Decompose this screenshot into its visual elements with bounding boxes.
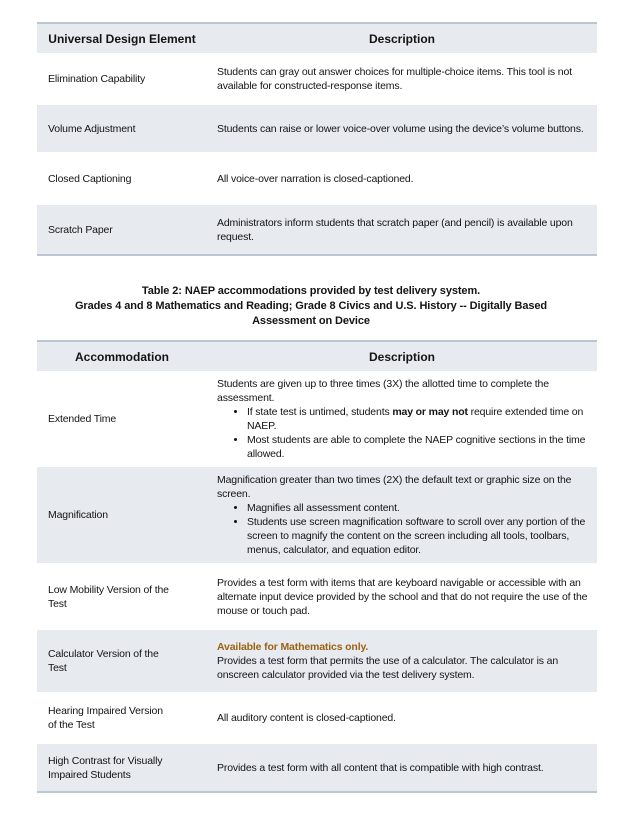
text-run: Magnification greater than two times (2X) the default text or graphic size on the screen. [217,474,572,500]
text-run: Students are given up to three times (3X) the allotted time to complete the assessment. [217,378,549,404]
table-row [37,630,597,692]
description-paragraph [217,576,591,618]
bullet-item [247,501,591,515]
bullet-item [247,433,591,461]
row-label-cell: Extended Time [48,413,117,425]
column-header-description: Description [368,349,435,364]
table-row [37,563,597,630]
table-header-row [37,341,597,371]
text-run: All auditory content is closed-captioned. [217,712,396,724]
text-run: Students can raise or lower voice-over volume using the device’s volume buttons. [217,122,584,135]
table-row [37,744,597,792]
row-description-cell [207,205,597,255]
description-bullet-list [217,405,591,461]
universal-design-table [37,22,597,256]
column-header-description: Description [368,31,435,46]
text-run: Provides a test form with items that are keyboard navigable or accessible with an alternate input device provided by the school and that do not require the use of the mouse or touch pad. [217,576,588,617]
bold-text-run: may or may not [392,406,468,418]
description-paragraph [217,761,591,775]
table-row [37,371,597,467]
row-description-cell [207,53,597,105]
row-description-cell [207,105,597,152]
text-run: Provides a test form with all content that is compatible with high contrast. [217,761,544,774]
description-paragraph [217,640,591,654]
text-run: If state test is untimed, students [247,406,393,418]
row-label-cell: Closed Captioning [48,172,132,185]
table-row [37,53,597,105]
bold-text-run: Available for Mathematics only. [217,641,369,653]
description-paragraph [217,122,591,136]
text-run: require extended time on NAEP. [247,406,584,432]
column-header-universal-design-element: Universal Design Element [48,31,196,46]
document-page [0,22,622,793]
row-label-cell: Volume Adjustment [48,122,136,135]
row-label-cell: Elimination Capability [48,73,146,85]
description-paragraph [217,711,591,725]
row-label-cell: Hearing Impaired Version of the Test [48,705,163,731]
text-run: Students use screen magnification software to scroll over any portion of the screen to magnify the content on the screen including all tools, toolbars, menus, calculator, and equation editor. [247,516,586,556]
row-label-cell: Low Mobility Version of the Test [48,583,169,610]
row-description-cell [207,563,597,630]
column-header-accommodation: Accommodation [74,349,169,364]
table2-caption [0,284,622,329]
row-description-cell [207,744,597,792]
text-run: Most students are able to complete the NAEP cognitive sections in the time allowed. [247,434,586,460]
row-description-cell [207,371,597,467]
table-row [37,692,597,744]
bullet-item [247,515,591,557]
bullet-item [247,405,591,433]
table-row [37,105,597,152]
row-label-cell: Scratch Paper [48,223,113,236]
table-row [37,152,597,205]
description-paragraph [217,654,591,682]
row-description-cell [207,692,597,744]
description-paragraph [217,65,591,93]
description-bullet-list [217,501,591,557]
row-label-cell: Calculator Version of the Test [48,648,159,674]
accommodations-table [37,340,597,793]
description-paragraph [217,377,591,405]
caption-line-3: Assessment on Device [252,315,370,327]
row-description-cell [207,630,597,692]
row-description-cell [207,152,597,205]
table-header-row [37,23,597,53]
text-run: Students can gray out answer choices for multiple-choice items. This tool is not available for constructed-response items. [217,66,572,92]
text-run: All voice-over narration is closed-captioned. [217,172,414,185]
description-paragraph [217,216,591,244]
table-row [37,205,597,255]
row-description-cell [207,467,597,563]
description-paragraph [217,172,591,186]
caption-line-1: Table 2: NAEP accommodations provided by test delivery system. [141,285,481,297]
text-run: Administrators inform students that scratch paper (and pencil) is available upon request. [217,216,573,243]
row-label-cell: High Contrast for Visually Impaired Students [48,754,163,781]
row-label-cell: Magnification [48,509,108,521]
table-row [37,467,597,563]
text-run: Magnifies all assessment content. [247,502,400,514]
caption-line-2: Grades 4 and 8 Mathematics and Reading; Grade 8 Civics and U.S. History -- Digitally Based [74,300,548,312]
text-run: Provides a test form that permits the use of a calculator. The calculator is an onscreen calculator provided via the test delivery system. [217,655,559,681]
description-paragraph [217,473,591,501]
